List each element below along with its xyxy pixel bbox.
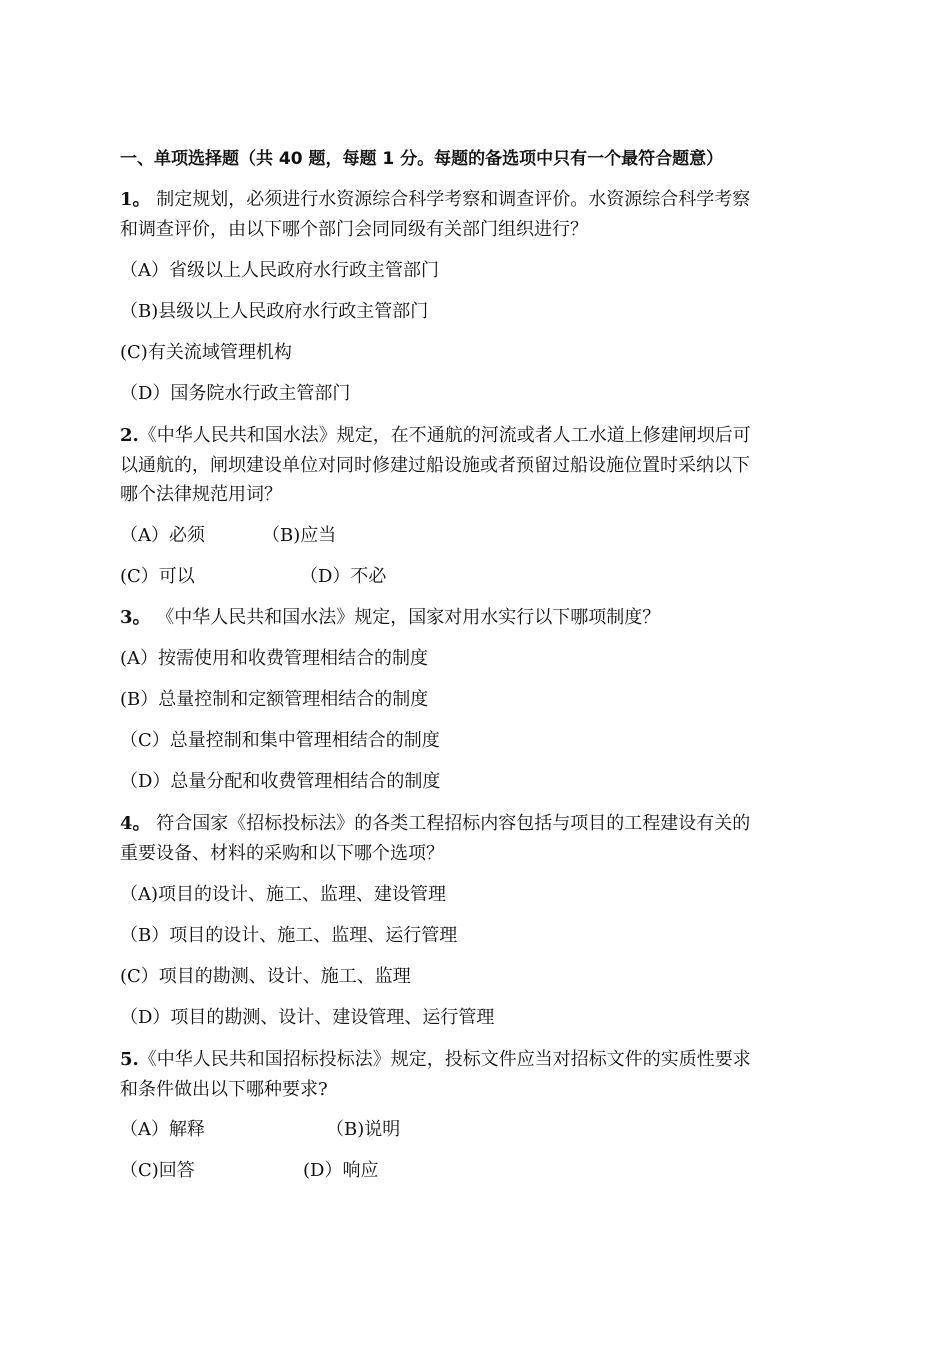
question-1-option-d: （D）国务院水行政主管部门 [120, 383, 351, 404]
question-1-option-b: （B)县级以上人民政府水行政主管部门 [120, 301, 429, 322]
question-5-option-b: （B)说明 [326, 1119, 401, 1140]
question-3-option-a: (A）按需使用和收费管理相结合的制度 [120, 648, 429, 669]
question-2-text: 《中华人民共和国水法》规定，在不通航的河流或者人工水道上修建闸坝后可 [138, 425, 751, 446]
question-2-option-a: （A）必须 [120, 525, 205, 546]
question-4-option-d: （D）项目的勘测、设计、建设管理、运行管理 [120, 1007, 495, 1028]
question-4-option-b: （B）项目的设计、施工、监理、运行管理 [120, 925, 458, 946]
question-1-option-c: (C)有关流域管理机构 [120, 342, 292, 363]
question-5-option-a: （A）解释 [120, 1119, 205, 1140]
question-4-text: 符合国家《招标投标法》的各类工程招标内容包括与项目的工程建设有关的 [156, 813, 751, 834]
section-heading: 一、单项选择题（共 40 题，每题 1 分。每题的备选项中只有一个最符合题意） [120, 149, 724, 169]
question-2-line-2: 以通航的，闸坝建设单位对同时修建过船设施或者预留过船设施位置时采纳以下 [120, 455, 750, 476]
question-2-number: 2. [120, 425, 139, 446]
question-4-line-1 [120, 813, 840, 835]
question-3-option-b: (B）总量控制和定额管理相结合的制度 [120, 689, 429, 710]
question-5-text: 《中华人民共和国招标投标法》规定，投标文件应当对招标文件的实质性要求 [138, 1049, 751, 1070]
question-1-line-2: 和调查评价，由以下哪个部门会同同级有关部门组织进行？ [120, 219, 588, 240]
question-3-number: 3。 [120, 607, 151, 628]
question-3-text: 《中华人民共和国水法》规定，国家对用水实行以下哪项制度？ [156, 607, 661, 628]
question-4-option-c: (C）项目的勘测、设计、施工、监理 [120, 966, 411, 987]
question-2-option-c: (C）可以 [120, 566, 195, 587]
question-2-line-3: 哪个法律规范用词？ [120, 484, 282, 505]
question-5-number: 5. [120, 1049, 139, 1070]
question-5-option-c: （C)回答 [120, 1160, 195, 1181]
question-5-line-2: 和条件做出以下哪种要求? [120, 1079, 328, 1100]
question-1-number: 1。 [120, 189, 151, 210]
question-3-option-c: （C）总量控制和集中管理相结合的制度 [120, 730, 440, 751]
question-3-option-d: （D）总量分配和收费管理相结合的制度 [120, 771, 441, 792]
question-5-line-1 [120, 1049, 840, 1071]
question-2-option-d: （D）不必 [300, 566, 387, 587]
question-2-line-1 [120, 425, 840, 447]
question-1-option-a: （A）省级以上人民政府水行政主管部门 [120, 260, 439, 281]
question-4-line-2: 重要设备、材料的采购和以下哪个选项？ [120, 843, 444, 864]
question-4-option-a: （A)项目的设计、施工、监理、建设管理 [120, 884, 447, 905]
question-1-line-1 [120, 189, 840, 211]
question-3-line-1 [120, 607, 840, 629]
question-1-text: 制定规划，必须进行水资源综合科学考察和调查评价。水资源综合科学考察 [156, 189, 751, 210]
question-5-option-d: (D）响应 [303, 1160, 379, 1181]
question-4-number: 4。 [120, 813, 151, 834]
question-2-option-b: （B)应当 [262, 525, 337, 546]
